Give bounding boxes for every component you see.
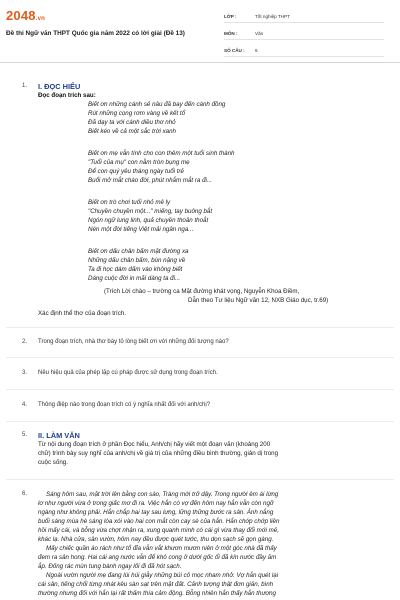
question-number: 3. xyxy=(22,370,28,376)
poem-line: Nén một đời tiếng Việt mải ngân nga... xyxy=(88,226,194,233)
question-number: 5. xyxy=(22,432,28,438)
source-citation: Dẫn theo Tư liệu Ngữ văn 12, NXB Giáo dục, tr.69) xyxy=(188,297,329,304)
question-number: 2. xyxy=(22,339,28,345)
passage-line: Mấy chiếc quần áo rách như tổ đỉa vẫn vắt khươn mươn niên ở một góc nhà đã thấy xyxy=(46,545,277,552)
passage-line: buổi sáng mùa hè sáng lóa xói vào hai con mắt còn cay sè của hắn. Hắn chớp chớp liên xyxy=(38,518,280,525)
poem-line: Rút những cọng rơm vàng về kết tổ xyxy=(88,110,186,117)
site-logo[interactable] xyxy=(6,8,45,23)
poem-line: Dáng cuộc đời in mãi dáng ta đi... xyxy=(88,275,181,282)
question-number: 4. xyxy=(22,402,28,408)
page-header xyxy=(0,0,400,64)
question-text: cuộc sống. xyxy=(38,459,68,466)
passage-line: lơ như người vừa ở trong giấc mơ đi ra. Việc hắn có vợ đến hôm nay hắn vẫn còn ngỡ xyxy=(38,500,274,507)
poem-line: "Tuổi của mụ" con nằm tròn bụng mẹ xyxy=(88,159,190,166)
poem-line: "Chuyền chuyền một..." miếng, tay buông bắt xyxy=(88,208,213,215)
poem-line: Để con quý yêu tháng ngày tuổi trẻ xyxy=(88,168,184,175)
question-text: Thông điệp nào trong đoạn trích có ý nghĩa nhất đối với anh/chị? xyxy=(38,402,211,408)
meta-value: Văn xyxy=(255,30,264,36)
meta-label: SỐ CÂU : xyxy=(224,47,245,53)
meta-row-subject xyxy=(224,27,384,40)
question-divider xyxy=(6,389,394,390)
meta-row-count xyxy=(224,44,384,57)
header-divider xyxy=(0,62,400,63)
passage-line: ngàng như không phải. Hắn chắp hai tay sau lưng, lững thững bước ra sân. Ánh nắng xyxy=(38,509,274,516)
source-citation: (Trích Lời chào – trường ca Mặt đường khát vọng, Nguyễn Khoa Điềm, xyxy=(104,288,300,295)
poem-line: Ta đi học dám dấm vào không biết xyxy=(88,266,183,273)
logo-text: 2048 xyxy=(6,8,36,23)
question-text: Từ nội dung đoạn trích ở phần Đọc hiểu, Anh/chị hãy viết một đoạn văn (khoảng 200 xyxy=(38,441,271,448)
poem-line: Biết ơn mẹ vẫn tính cho con thêm một tuổi sinh thành xyxy=(88,150,235,157)
section-heading-reading: I. ĐỌC HIỂU xyxy=(38,82,81,91)
poem-line: Biết ơn những cánh sẻ nâu đã bay đến cánh đồng xyxy=(88,101,226,108)
poem-line: Ngón ngữ lung linh, quả chuyền thoăn thoắt xyxy=(88,217,209,224)
passage-line: Ngoài vườn người mẹ đang lúi húi giẫy những búi cỏ mọc nham nhở. Vợ hắn quét lại xyxy=(46,572,279,579)
meta-row-class xyxy=(224,10,384,23)
meta-value: 6 xyxy=(255,47,258,53)
poem-line: Biết kéo về cả một sắc trời xanh xyxy=(88,128,176,135)
question-text: Nêu hiệu quả của phép lặp cú pháp được sử dụng trong đoạn trích. xyxy=(38,370,218,376)
meta-label: MÔN : xyxy=(224,30,238,36)
question-text: Trong đoạn trích, nhà thơ bày tỏ lòng biết ơn với những đối tượng nào? xyxy=(38,339,229,345)
passage-line: ắp. Đống rác mùn tung bành ngay lối đi đã hót sạch. xyxy=(38,563,182,570)
passage-line: cái sân, tiếng chổi từng nhát kêu sàn sạt trên mặt đất. Cảnh tượng thật đơn giản, bình xyxy=(38,581,274,588)
question-text: chữ) trình bày suy nghĩ của anh/chị về giá trị của những điều bình thường, giản dị trong xyxy=(38,450,279,457)
passage-line: khác lạ. Nhà cửa, sân vườn, hôm nay đều được quét tước, thu dọn sạch sẽ gọn gàng. xyxy=(38,536,274,543)
reading-instruction: Đọc đoạn trích sau: xyxy=(38,92,96,99)
passage-line: Sáng hôm sau, mặt trời lên bằng con sào, Tràng mới trở dậy. Trong người êm ái lừng xyxy=(46,491,279,498)
question-divider xyxy=(6,327,394,328)
question-divider xyxy=(6,479,394,480)
passage-line: thường nhưng đối với hắn lại rất thấm thía cảm động. Bỗng nhiên hắn thấy hắn thương xyxy=(38,590,276,597)
question-divider xyxy=(6,421,394,422)
poem-line: Biết ơn trò chơi tuổi nhỏ mê ly xyxy=(88,199,171,206)
document-meta xyxy=(224,10,384,57)
logo-suffix: .vn xyxy=(35,16,46,22)
question-text: Xác định thể thơ của đoạn trích. xyxy=(38,310,126,317)
meta-value: Tốt nghiệp THPT xyxy=(255,13,290,19)
passage-line: đem ra sân hong. Hai cái ang nước vẫn để khô cong ở dưới gốc ổi đã kín nước đầy ăm xyxy=(38,554,277,561)
document-title: Đề thi Ngữ văn THPT Quốc gia năm 2022 có lời giải (Đề 13) xyxy=(6,30,185,37)
section-heading-writing: II. LÀM VĂN xyxy=(38,431,80,440)
meta-label: LỚP : xyxy=(224,13,237,19)
poem-line: Buổi mở mắt chào đời, phút nhắm mắt ra đi... xyxy=(88,177,213,184)
question-number: 6. xyxy=(22,491,28,497)
passage-line: hồi mấy cái, và bỗng vừa chợt nhận ra, xung quanh mình có cái gì vừa thay đổi mới mẻ, xyxy=(38,527,279,534)
poem-line: Đã dạy ta với cánh diều thơ nhỏ xyxy=(88,119,176,126)
question-number: 1. xyxy=(22,83,28,89)
poem-line: Những dấu chân bấm, bùn nặng về xyxy=(88,257,186,264)
question-divider xyxy=(6,357,394,358)
poem-line: Biết ơn dấu chân bấm mặt đường xa xyxy=(88,248,189,255)
